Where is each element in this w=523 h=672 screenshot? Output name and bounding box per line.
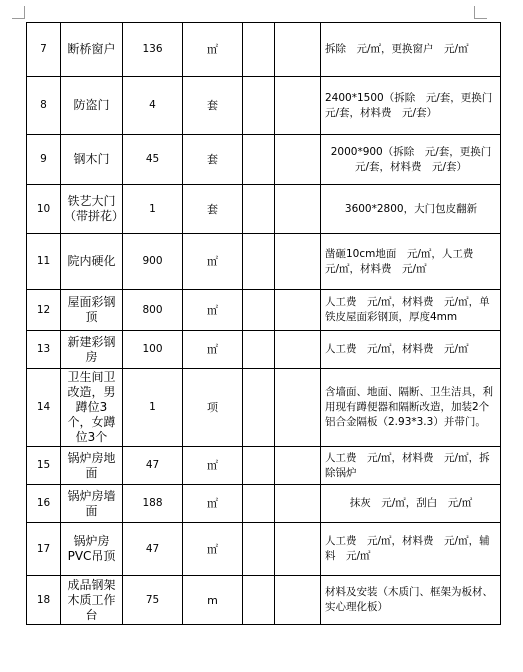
empty-cell [243, 135, 275, 185]
row-number: 12 [27, 290, 61, 331]
item-quantity: 45 [123, 135, 183, 185]
table-row [27, 185, 501, 234]
item-unit: ㎡ [183, 523, 243, 576]
empty-cell [275, 77, 321, 135]
page-corner-mark-right [474, 6, 487, 19]
table-body [27, 23, 501, 625]
item-quantity: 47 [123, 523, 183, 576]
item-unit: 套 [183, 185, 243, 234]
item-name: 新建彩钢房 [61, 331, 123, 369]
item-quantity: 188 [123, 485, 183, 523]
item-quantity: 75 [123, 576, 183, 625]
empty-cell [275, 523, 321, 576]
item-name: 成品钢架木质工作台 [61, 576, 123, 625]
item-description: 材料及安装（木质门、框架为板材、实心理化板） [321, 576, 501, 625]
empty-cell [275, 135, 321, 185]
item-name: 防盗门 [61, 77, 123, 135]
table-row [27, 523, 501, 576]
item-quantity: 100 [123, 331, 183, 369]
empty-cell [275, 23, 321, 77]
table-row [27, 331, 501, 369]
item-name: 断桥窗户 [61, 23, 123, 77]
item-name: 锅炉房墙面 [61, 485, 123, 523]
empty-cell [243, 485, 275, 523]
row-number: 7 [27, 23, 61, 77]
item-name: 锅炉房PVC吊顶 [61, 523, 123, 576]
item-name: 院内硬化 [61, 234, 123, 290]
row-number: 14 [27, 369, 61, 447]
empty-cell [243, 331, 275, 369]
item-description: 凿砸10cm地面 元/㎡，人工费 元/㎡，材料费 元/㎡ [321, 234, 501, 290]
item-quantity: 136 [123, 23, 183, 77]
empty-cell [275, 447, 321, 485]
item-description: 拆除 元/㎡，更换窗户 元/㎡ [321, 23, 501, 77]
item-description: 人工费 元/㎡，材料费 元/㎡ [321, 331, 501, 369]
empty-cell [275, 290, 321, 331]
empty-cell [243, 185, 275, 234]
empty-cell [275, 185, 321, 234]
item-unit: 套 [183, 77, 243, 135]
item-quantity: 1 [123, 185, 183, 234]
item-description: 3600*2800，大门包皮翻新 [321, 185, 501, 234]
table-row [27, 369, 501, 447]
item-name: 屋面彩钢顶 [61, 290, 123, 331]
item-unit: 项 [183, 369, 243, 447]
quote-table [26, 22, 501, 625]
item-unit: 套 [183, 135, 243, 185]
row-number: 15 [27, 447, 61, 485]
empty-cell [243, 290, 275, 331]
item-unit: ㎡ [183, 234, 243, 290]
empty-cell [243, 234, 275, 290]
item-unit: ㎡ [183, 23, 243, 77]
item-quantity: 900 [123, 234, 183, 290]
row-number: 11 [27, 234, 61, 290]
item-description: 2000*900（拆除 元/套，更换门 元/套，材料费 元/套） [321, 135, 501, 185]
empty-cell [275, 485, 321, 523]
row-number: 8 [27, 77, 61, 135]
item-unit: ㎡ [183, 447, 243, 485]
item-description: 人工费 元/㎡，材料费 元/㎡，单铁皮屋面彩钢顶，厚度4mm [321, 290, 501, 331]
item-description: 2400*1500（拆除 元/套，更换门 元/套，材料费 元/套） [321, 77, 501, 135]
item-name: 卫生间卫改造，男蹲位3个，女蹲位3个 [61, 369, 123, 447]
item-unit: ㎡ [183, 485, 243, 523]
empty-cell [275, 576, 321, 625]
item-description: 人工费 元/㎡，材料费 元/㎡，拆除锅炉 [321, 447, 501, 485]
row-number: 18 [27, 576, 61, 625]
item-description: 含墙面、地面、隔断、卫生洁具，利用现有蹲便器和隔断改造，加装2个铝合金隔板（2.93*3.3）并带门。 [321, 369, 501, 447]
item-quantity: 4 [123, 77, 183, 135]
table-row [27, 23, 501, 77]
row-number: 10 [27, 185, 61, 234]
item-name: 钢木门 [61, 135, 123, 185]
empty-cell [243, 23, 275, 77]
item-description: 抹灰 元/㎡，刮白 元/㎡ [321, 485, 501, 523]
row-number: 17 [27, 523, 61, 576]
row-number: 9 [27, 135, 61, 185]
page-corner-mark-left [12, 6, 25, 19]
empty-cell [275, 369, 321, 447]
row-number: 16 [27, 485, 61, 523]
table-row [27, 135, 501, 185]
empty-cell [275, 331, 321, 369]
empty-cell [243, 369, 275, 447]
item-unit: m [183, 576, 243, 625]
item-name: 铁艺大门（带拼花） [61, 185, 123, 234]
table-row [27, 290, 501, 331]
item-quantity: 800 [123, 290, 183, 331]
empty-cell [243, 523, 275, 576]
item-quantity: 47 [123, 447, 183, 485]
row-number: 13 [27, 331, 61, 369]
item-description: 人工费 元/㎡，材料费 元/㎡，辅料 元/㎡ [321, 523, 501, 576]
table-row [27, 447, 501, 485]
item-quantity: 1 [123, 369, 183, 447]
empty-cell [243, 447, 275, 485]
table-row [27, 576, 501, 625]
empty-cell [275, 234, 321, 290]
empty-cell [243, 77, 275, 135]
table-row [27, 234, 501, 290]
table-row [27, 485, 501, 523]
empty-cell [243, 576, 275, 625]
table-row [27, 77, 501, 135]
item-name: 锅炉房地面 [61, 447, 123, 485]
item-unit: ㎡ [183, 290, 243, 331]
item-unit: ㎡ [183, 331, 243, 369]
